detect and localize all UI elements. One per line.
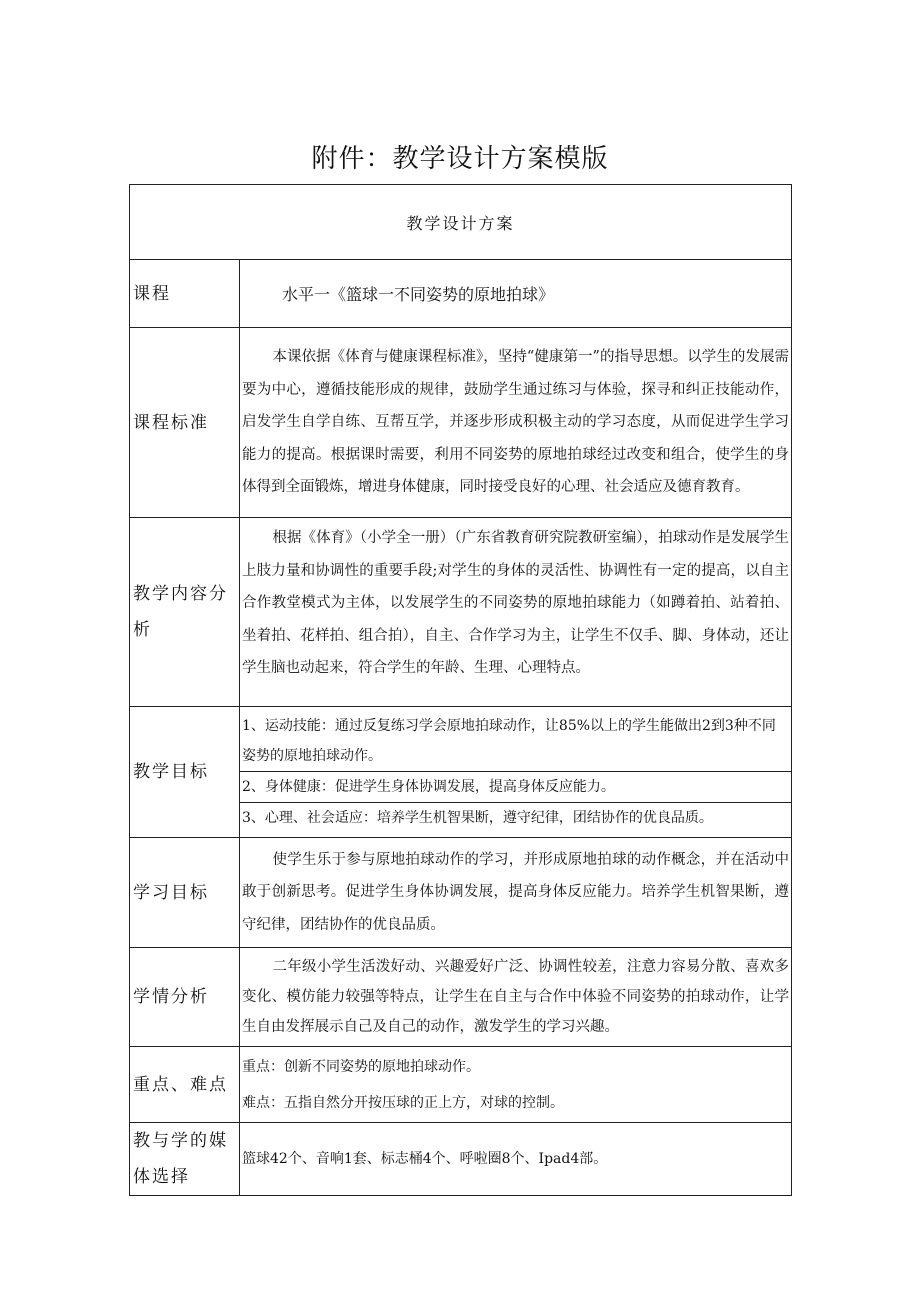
table-header: 教学设计方案 xyxy=(130,185,792,260)
page-title: 附件：教学设计方案模版 xyxy=(311,144,609,174)
learning-goals-row xyxy=(130,838,792,948)
objectives-row xyxy=(130,707,792,838)
content-analysis-row xyxy=(130,518,792,707)
course-value: 水平一《篮球一不同姿势的原地拍球》 xyxy=(240,260,792,328)
student-analysis-label: 学情分析 xyxy=(130,948,240,1047)
key-point: 重点：创新不同姿势的原地拍球动作。 xyxy=(242,1058,480,1075)
student-analysis-text: 二年级小学生活泼好动、兴趣爱好广泛、协调性较差，注意力容易分散、喜欢多变化、模仿能力较强等特点，让学生在自主与合作中体验不同姿势的拍球动作，让学生自由发挥展示自己及自己的动作，激发学生的学习兴趣。 xyxy=(240,948,792,1047)
table-header-row xyxy=(130,185,792,260)
objectives-cell xyxy=(240,707,792,838)
objective-item: 2、身体健康：促进学生身体协调发展，提高身体反应能力。 xyxy=(240,772,791,803)
content-analysis-text: 根据《体育》（小学全一册）（广东省教育研究院教研室编），拍球动作是发展学生上肢力量和协调性的重要手段;对学生的身体的灵活性、协调性有一定的提高，以自主合作教堂模式为主体，以发展学生的不同姿势的原地拍球能力（如蹲着拍、站着拍、坐着拍、花样拍、组合拍），自主、合作学习为主，让学生不仅手、脚、身体动，还让学生脑也动起来，符合学生的年龄、生理、心理特点。 xyxy=(240,518,792,707)
media-label: 教与学的媒体选择 xyxy=(130,1123,240,1196)
standard-row xyxy=(130,328,792,518)
objectives-label: 教学目标 xyxy=(130,707,240,838)
course-label: 课程 xyxy=(130,260,240,328)
key-points-cell xyxy=(240,1047,792,1123)
content-analysis-label: 教学内容分析 xyxy=(130,518,240,707)
standard-label: 课程标准 xyxy=(130,328,240,518)
objective-item: 3、心理、社会适应：培养学生机智果断，遵守纪律，团结协作的优良品质。 xyxy=(242,810,713,826)
key-points-row xyxy=(130,1047,792,1123)
course-row xyxy=(130,260,792,328)
learning-goals-text: 使学生乐于参与原地拍球动作的学习，并形成原地拍球的动作概念，并在活动中敢于创新思考。促进学生身体协调发展，提高身体反应能力。培养学生机智果断，遵守纪律，团结协作的优良品质。 xyxy=(240,838,792,948)
standard-text: 本课依据《体育与健康课程标准》，坚持“健康第一”的指导思想。以学生的发展需要为中心，遵循技能形成的规律，鼓励学生通过练习与体验，探寻和纠正技能动作，启发学生自学自练、互帮互学，并逐步形成积极主动的学习态度，从而促进学生学习能力的提高。根据课时需要，利用不同姿势的原地拍球经过改变和组合，使学生的身体得到全面锻炼，增进身体健康，同时接受良好的心理、社会适应及德育教育。 xyxy=(240,328,792,518)
student-analysis-row xyxy=(130,948,792,1047)
learning-goals-label: 学习目标 xyxy=(130,838,240,948)
key-points-label: 重点、难点 xyxy=(130,1047,240,1123)
media-row xyxy=(130,1123,792,1196)
teaching-plan-table xyxy=(129,184,792,1196)
media-text: 篮球42个、音响1套、标志桶4个、呼啦圈8个、Ipad4部。 xyxy=(240,1123,792,1196)
difficulty-point: 难点：五指自然分开按压球的正上方，对球的控制。 xyxy=(242,1094,564,1111)
objective-item: 1、运动技能：通过反复练习学会原地拍球动作，让85%以上的学生能做出2到3种不同姿势的原地拍球动作。 xyxy=(240,707,791,772)
